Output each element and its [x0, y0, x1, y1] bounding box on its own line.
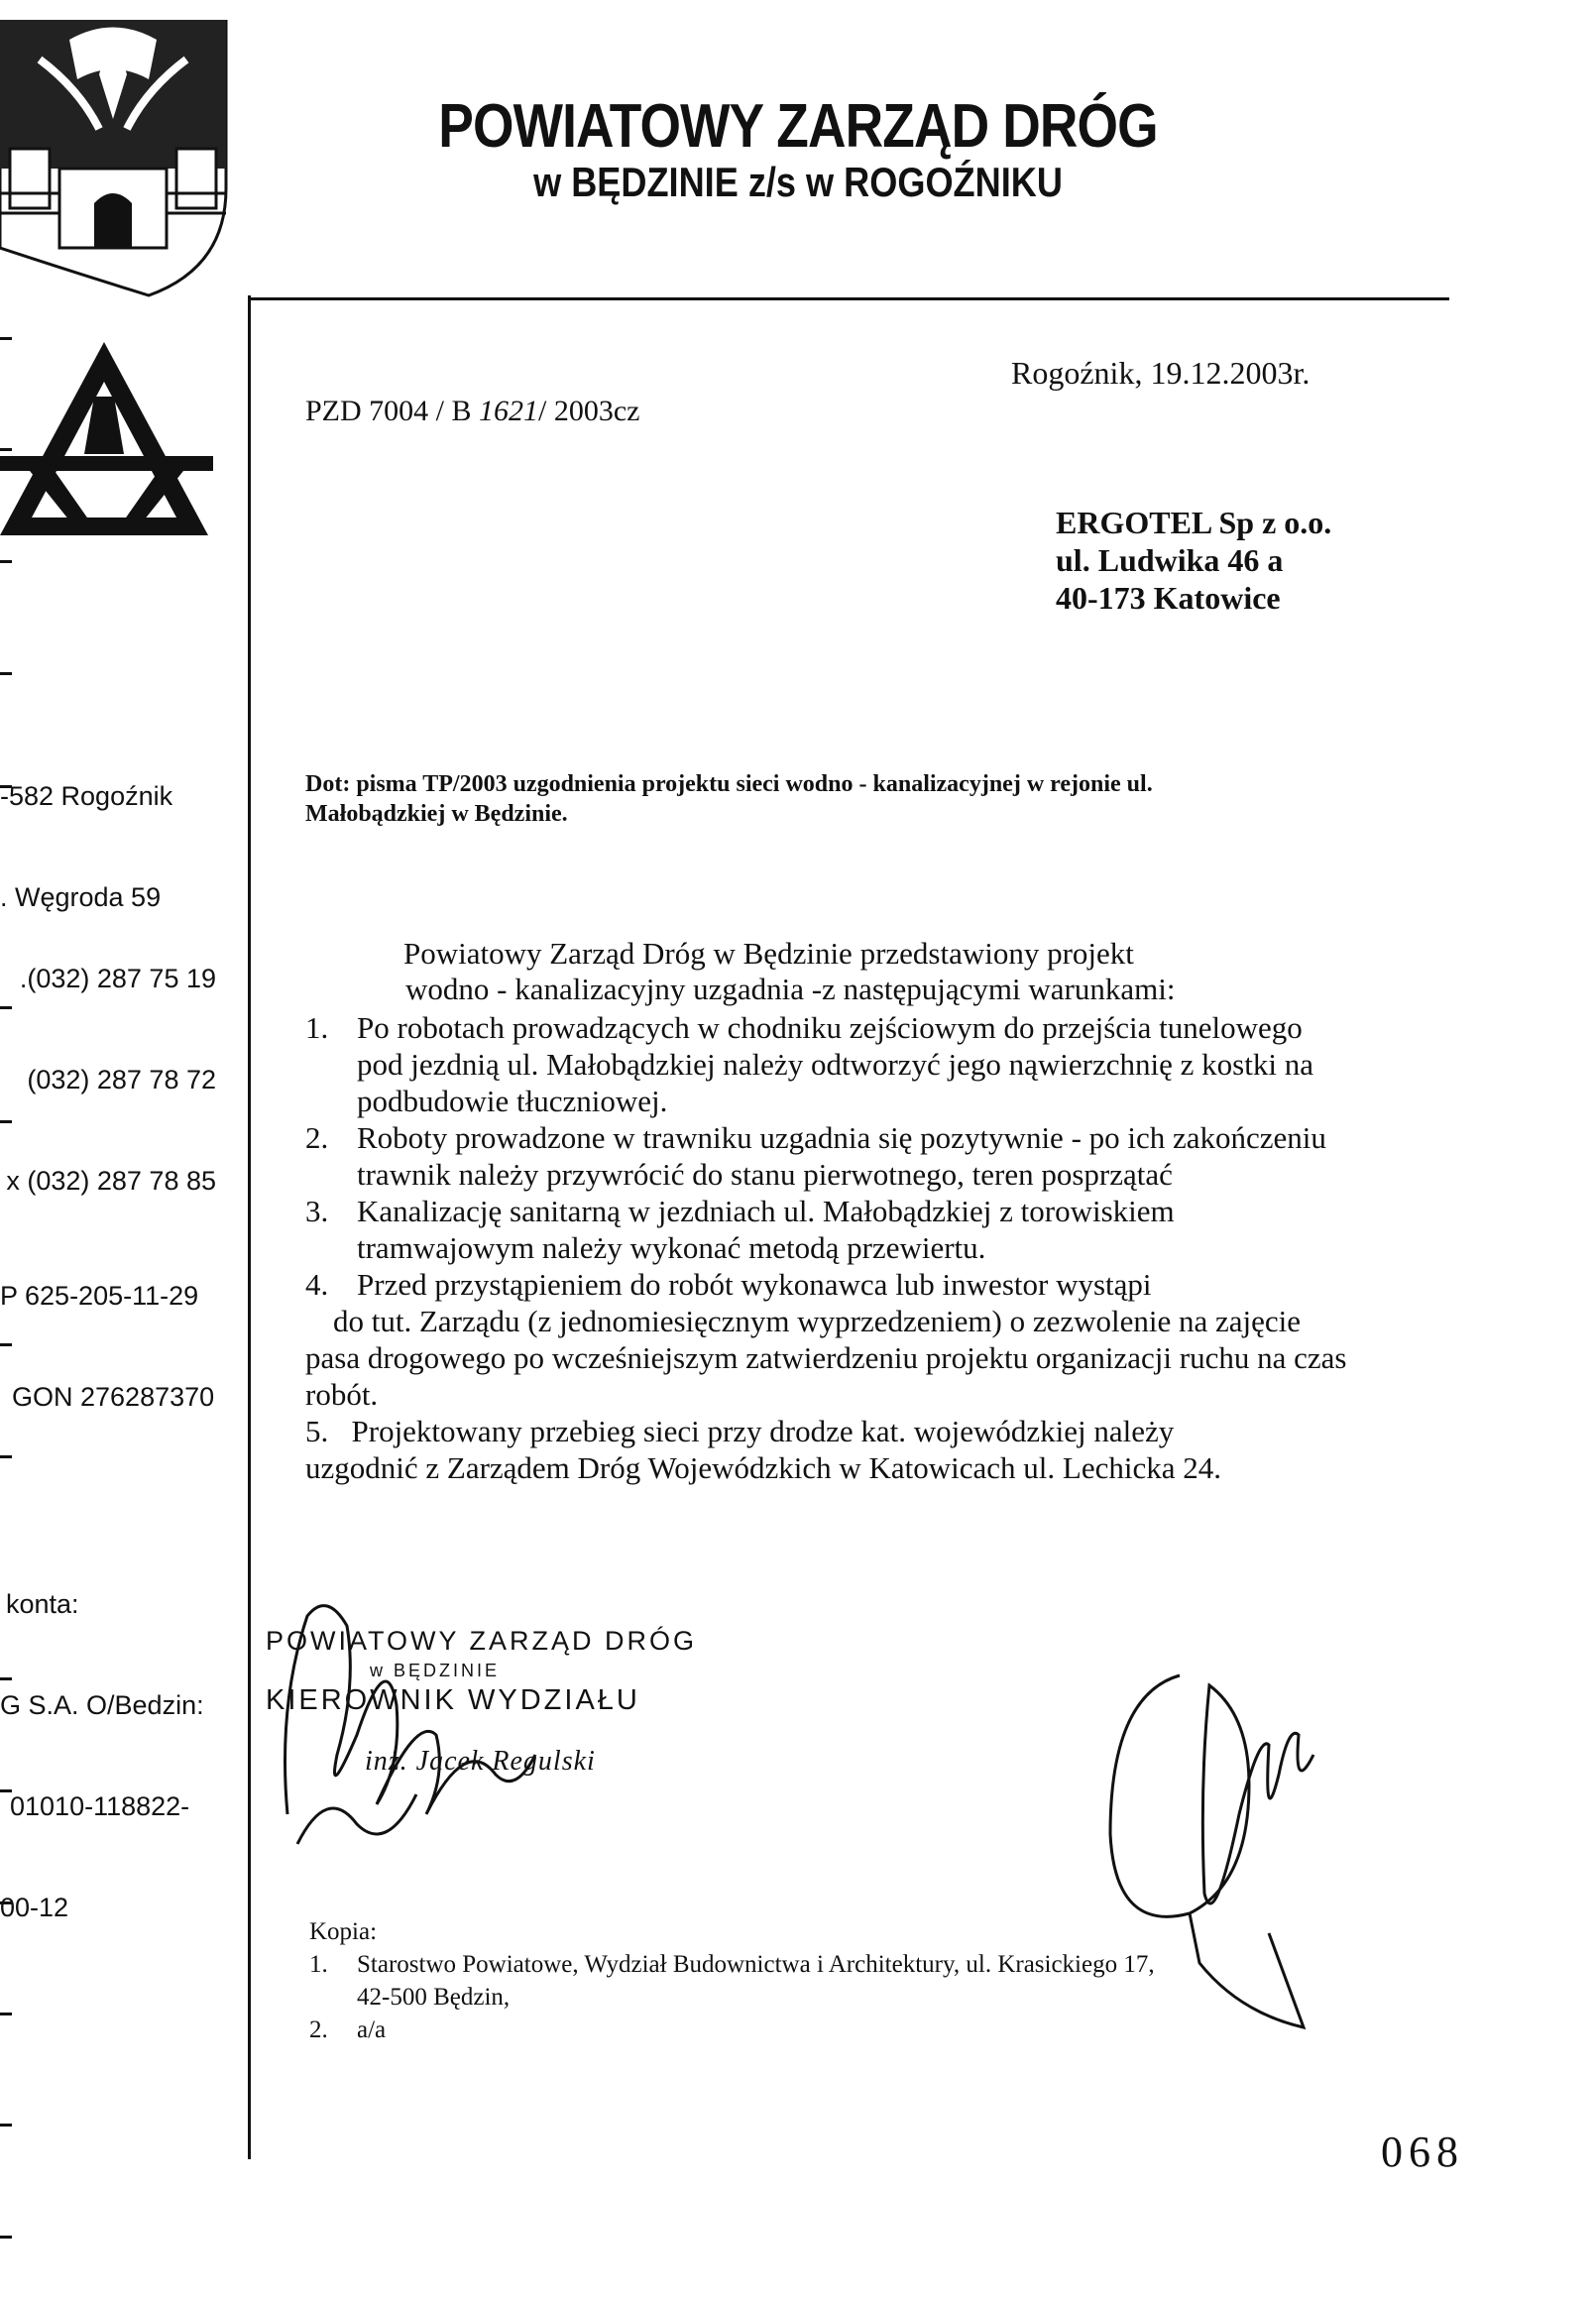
copy-text: Starostwo Powiatowe, Wydział Budownictwa i Architektury, ul. Krasickiego 17,: [357, 1951, 1155, 1978]
recipient-line: ul. Ludwika 46 a: [1056, 542, 1284, 578]
page-number: 068: [1381, 2128, 1464, 2176]
margin-tick: [0, 2124, 12, 2127]
condition-number: 3.: [305, 1194, 329, 1228]
margin-tick: [0, 448, 12, 451]
condition-item: [305, 1413, 1356, 1486]
sidebar-phone-line: (032) 287 78 72: [27, 1065, 216, 1094]
condition-item: [305, 1119, 1356, 1193]
margin-tick: [0, 2013, 12, 2015]
reference-prefix: PZD 7004 / B: [305, 395, 480, 427]
road-authority-logo: [0, 337, 213, 545]
condition-text: Kanalizację sanitarną w jezdniach ul. Małobądzkiej z torowiskiem tramwajowym należy wykonać metodą przewiertu.: [357, 1194, 1175, 1265]
reference-number: [305, 395, 640, 428]
sidebar-phone-line: .(032) 287 75 19: [19, 964, 216, 993]
stamp-line: inż. Jacek Regulski: [365, 1746, 596, 1777]
margin-tick: [0, 672, 12, 675]
condition-item: [305, 1009, 1356, 1119]
sidebar-address-line: . Węgroda 59: [0, 882, 162, 912]
condition-item: [305, 1266, 1356, 1413]
stamp-line: POWIATOWY ZARZĄD DRÓG: [266, 1626, 698, 1656]
sidebar-tax-line: P 625-205-11-29: [0, 1281, 199, 1311]
condition-text: Przed przystąpieniem do robót wykonawca lub inwestor wystąpi: [357, 1267, 1152, 1302]
margin-tick: [0, 1455, 12, 1458]
sidebar-account-line: konta:: [6, 1589, 79, 1619]
header-divider: [248, 297, 1449, 300]
sidebar-address-line: -582 Rogoźnik: [0, 781, 173, 811]
condition-number: 5.: [305, 1414, 329, 1448]
intro-line: Powiatowy Zarząd Dróg w Będzinie przedstawiony projekt: [403, 936, 1134, 971]
sidebar-bank-account: [0, 1520, 204, 1958]
stamp-line: w BĘDZINIE: [370, 1661, 501, 1680]
margin-tick: [0, 337, 12, 340]
conditions-list: [305, 1009, 1356, 1486]
signature-left: [268, 1586, 565, 1864]
condition-text-continued: uzgodnić z Zarządem Dróg Wojewódzkich w Katowicach ul. Lechicka 24.: [305, 1450, 1221, 1485]
condition-number: 2.: [305, 1120, 329, 1155]
condition-number: 1.: [305, 1010, 329, 1045]
organization-location: w BĘDZINIE z/s w ROGOŹNIKU: [533, 159, 1063, 205]
copies-section: [309, 1915, 1155, 2046]
sidebar-divider: [248, 295, 251, 2159]
condition-number: 4.: [305, 1267, 329, 1302]
copy-number: 1.: [309, 1951, 328, 1978]
sidebar-account-line: G S.A. O/Bedzin:: [0, 1690, 204, 1720]
margin-tick: [0, 2236, 12, 2239]
recipient-line: 40-173 Katowice: [1056, 580, 1281, 616]
recipient-address: [1056, 504, 1331, 617]
copy-recipient: [309, 1948, 1155, 2014]
condition-item: [305, 1193, 1356, 1266]
copy-text-continued: 42-500 Będzin,: [357, 1984, 511, 2011]
sidebar-phones: [0, 894, 216, 1231]
recipient-line: ERGOTEL Sp z o.o.: [1056, 505, 1332, 540]
copy-recipient: [309, 2014, 1155, 2046]
copy-text: a/a: [357, 2016, 387, 2043]
letter-subject: Dot: pisma TP/2003 uzgodnienia projektu sieci wodno - kanalizacyjnej w rejonie ul. Małobądzkiej w Będzinie.: [305, 771, 1153, 827]
reference-suffix: / 2003cz: [538, 395, 640, 427]
sidebar-account-line: 01010-118822-: [10, 1791, 190, 1821]
condition-text: Projektowany przebieg sieci przy drodze kat. wojewódzkiej należy: [351, 1414, 1175, 1448]
letter-intro: [401, 936, 1175, 1007]
condition-text: Po robotach prowadzących w chodniku zejściowym do przejścia tunelowego pod jezdnią ul. Małobądzkiej należy odtworzyć jego nąwierzchnię z kostki na podbudowie tłuczniowej.: [357, 1010, 1313, 1118]
intro-line: wodno - kanalizacyjny uzgadnia -z następującymi warunkami:: [405, 972, 1176, 1006]
stamp-line: KIEROWNIK WYDZIAŁU: [266, 1684, 640, 1716]
reference-handwritten-number: 1621: [479, 395, 539, 427]
copies-label: Kopia:: [309, 1918, 378, 1945]
letter-date: Rogoźnik, 19.12.2003r.: [1011, 355, 1311, 391]
sidebar-tax-ids: [0, 1211, 214, 1447]
margin-tick: [0, 560, 12, 563]
sidebar-tax-line: GON 276287370: [12, 1382, 215, 1412]
sidebar-phone-line: x (032) 287 78 85: [6, 1166, 216, 1196]
condition-text: Roboty prowadzone w trawniku uzgadnia się pozytywnie - po ich zakończeniu trawnik należy przywrócić do stanu pierwotnego, teren posprzątać: [357, 1120, 1326, 1192]
organization-name: POWIATOWY ZARZĄD DRÓG: [438, 92, 1158, 161]
condition-text-continued: do tut. Zarządu (z jednomiesięcznym wyprzedzeniem) o zezwolenie na zajęcie pasa drogowego po wcześniejszym zatwierdzeniu projektu organizacji ruchu na czas robót.: [305, 1304, 1347, 1412]
sidebar-account-line: 00-12: [0, 1893, 69, 1922]
copy-number: 2.: [309, 2016, 328, 2043]
